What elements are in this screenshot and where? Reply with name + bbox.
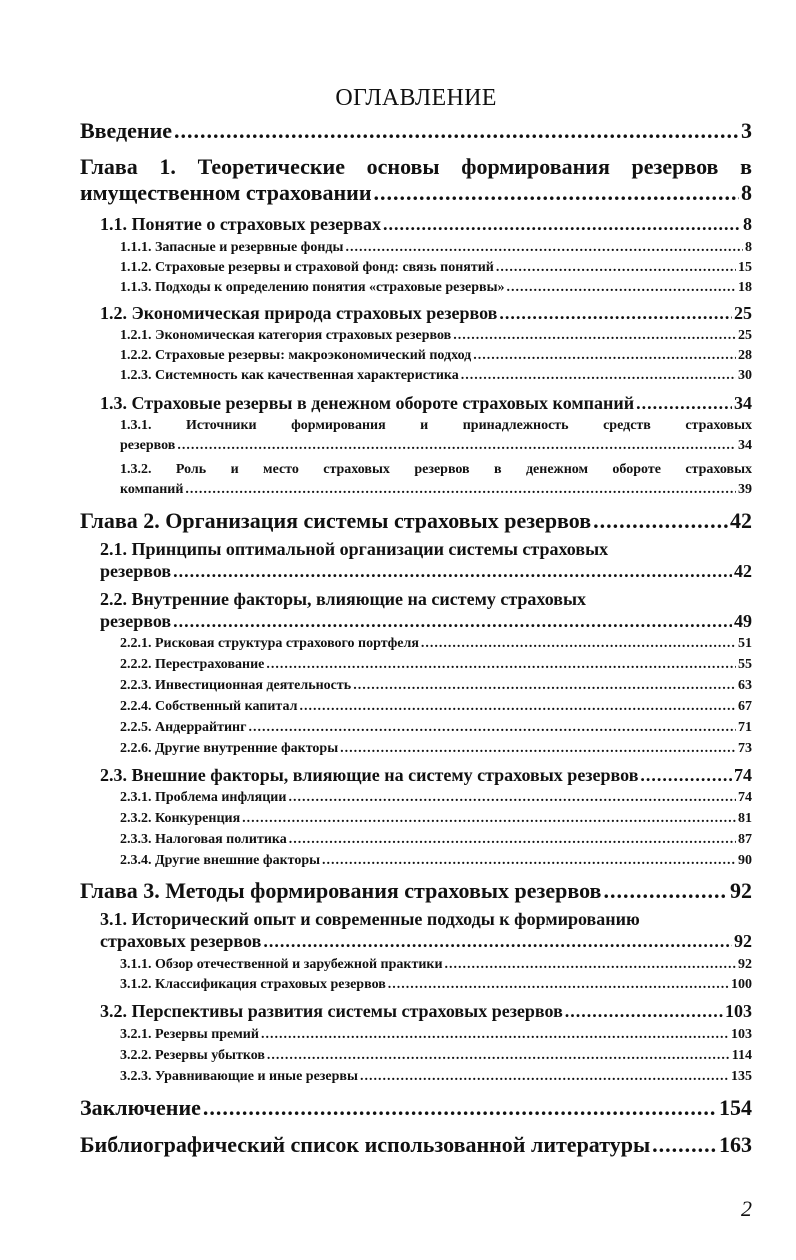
entry-title-line2: страховых резервов — [100, 931, 262, 951]
toc-entry-section-2-1[interactable] — [100, 538, 752, 582]
dot-leader — [496, 258, 736, 278]
dot-leader — [345, 238, 743, 258]
entry-title: 3.1.2. Классификация страховых резервов — [120, 977, 386, 992]
toc-entry-section-2-2[interactable] — [100, 588, 752, 632]
entry-page: 73 — [738, 741, 752, 756]
entry-title: Глава 3. Методы формирования страховых резервов — [80, 878, 602, 903]
entry-page: 15 — [738, 260, 752, 275]
dot-leader — [603, 878, 728, 904]
entry-title-line1: 2.1. Принципы оптимальной организации системы страховых — [100, 539, 609, 559]
dot-leader — [340, 739, 736, 759]
dot-leader — [453, 326, 736, 346]
dot-leader — [203, 1095, 717, 1121]
toc-entry-subsection-1-1-2[interactable] — [120, 258, 752, 278]
entry-page: 18 — [738, 280, 752, 295]
toc-entry-section-1-1[interactable] — [100, 213, 752, 235]
entry-page: 39 — [738, 482, 752, 497]
dot-leader — [185, 480, 736, 500]
entry-title: 3.2.2. Резервы убытков — [120, 1048, 265, 1063]
toc-entry-intro[interactable] — [80, 118, 752, 144]
entry-title-line1: 2.2. Внутренние факторы, влияющие на систему страховых — [100, 589, 587, 609]
dot-leader — [174, 118, 739, 144]
entry-title: 1.2.2. Страховые резервы: макроэкономический подход — [120, 348, 472, 363]
toc-entry-subsection-2-2-1[interactable] — [120, 634, 752, 654]
toc-entry-subsection-1-3-2[interactable] — [120, 460, 752, 500]
dot-leader — [289, 830, 736, 850]
entry-title: 2.2.4. Собственный капитал — [120, 699, 298, 714]
entry-page: 81 — [738, 811, 752, 826]
toc-title: ОГЛАВЛЕНИЕ — [335, 85, 497, 111]
toc-entry-subsection-1-2-2[interactable] — [120, 346, 752, 366]
entry-page: 135 — [731, 1069, 752, 1084]
toc-entry-subsection-3-2-2[interactable] — [120, 1046, 752, 1066]
dot-leader — [565, 1000, 723, 1022]
entry-page: 28 — [738, 348, 752, 363]
dot-leader — [360, 1067, 729, 1087]
toc-entry-subsection-2-3-3[interactable] — [120, 830, 752, 850]
entry-title: Заключение — [80, 1095, 201, 1120]
entry-title: 1.1. Понятие о страховых резервах — [100, 214, 381, 234]
entry-title: 2.2.1. Рисковая структура страхового портфеля — [120, 636, 419, 651]
entry-title: 1.2. Экономическая природа страховых резервов — [100, 303, 498, 323]
entry-title-line1: 1.3.2. Роль и место страховых резервов в денежном обороте страховых — [120, 462, 752, 477]
entry-title-line1: 1.3.1. Источники формирования и принадлежность средств страховых — [120, 418, 752, 433]
toc-entry-bibliography[interactable] — [80, 1132, 752, 1158]
entry-page: 55 — [738, 657, 752, 672]
entry-page: 8 — [741, 180, 752, 205]
toc-entry-conclusion[interactable] — [80, 1095, 752, 1121]
toc-entry-section-3-2[interactable] — [100, 1000, 752, 1022]
dot-leader — [374, 180, 740, 206]
entry-page: 100 — [731, 977, 752, 992]
toc-entry-subsection-2-2-4[interactable] — [120, 697, 752, 717]
entry-page: 71 — [738, 720, 752, 735]
dot-leader — [322, 851, 736, 871]
entry-title: 3.1.1. Обзор отечественной и зарубежной практики — [120, 957, 443, 972]
entry-title: 2.2.3. Инвестиционная деятельность — [120, 678, 352, 693]
entry-page: 25 — [734, 303, 752, 323]
dot-leader — [499, 302, 732, 324]
toc-entry-subsection-3-2-3[interactable] — [120, 1067, 752, 1087]
dot-leader — [261, 1025, 729, 1045]
dot-leader — [263, 930, 732, 952]
entry-title-line2: имущественном страховании — [80, 180, 372, 205]
dot-leader — [242, 809, 736, 829]
entry-page: 87 — [738, 832, 752, 847]
entry-title: 1.2.3. Системность как качественная характеристика — [120, 368, 459, 383]
toc-entry-subsection-3-2-1[interactable] — [120, 1025, 752, 1045]
dot-leader — [248, 718, 736, 738]
entry-page: 163 — [719, 1132, 752, 1157]
entry-title: 1.1.1. Запасные и резервные фонды — [120, 240, 344, 255]
dot-leader — [353, 676, 736, 696]
entry-page: 51 — [738, 636, 752, 651]
entry-title: Библиографический список использованной литературы — [80, 1132, 651, 1157]
toc-entry-section-3-1[interactable] — [100, 908, 752, 952]
entry-page: 114 — [731, 1048, 752, 1063]
entry-title-line2: резервов — [100, 561, 172, 581]
toc-entry-subsection-2-3-4[interactable] — [120, 851, 752, 871]
entry-title: 2.3. Внешние факторы, влияющие на систему страховых резервов — [100, 765, 639, 785]
toc-entry-subsection-2-3-2[interactable] — [120, 809, 752, 829]
dot-leader — [299, 697, 736, 717]
entry-title: 2.3.1. Проблема инфляции — [120, 790, 287, 805]
dot-leader — [473, 346, 736, 366]
entry-title: 1.2.1. Экономическая категория страховых резервов — [120, 328, 452, 343]
toc-entry-subsection-1-2-1[interactable] — [120, 326, 752, 346]
entry-page: 154 — [719, 1095, 752, 1120]
entry-page: 63 — [738, 678, 752, 693]
entry-page: 25 — [738, 328, 752, 343]
entry-page: 8 — [743, 214, 752, 234]
dot-leader — [640, 764, 732, 786]
toc-entry-subsection-1-2-3[interactable] — [120, 366, 752, 386]
entry-title: 2.2.2. Перестрахование — [120, 657, 265, 672]
toc-entry-chapter-3[interactable] — [80, 878, 752, 904]
entry-page: 103 — [725, 1001, 752, 1021]
toc-entry-subsection-1-1-1[interactable] — [120, 238, 752, 258]
page-number: 2 — [741, 1196, 752, 1221]
entry-title: 2.3.4. Другие внешние факторы — [120, 853, 321, 868]
toc-entry-subsection-3-1-1[interactable] — [120, 955, 752, 975]
entry-title: 1.1.2. Страховые резервы и страховой фонд: связь понятий — [120, 260, 494, 275]
dot-leader — [383, 213, 741, 235]
entry-page: 34 — [734, 393, 752, 413]
entry-title: 1.3. Страховые резервы в денежном обороте страховых компаний — [100, 393, 635, 413]
entry-title: 1.1.3. Подходы к определению понятия «страховые резервы» — [120, 280, 505, 295]
toc-entry-section-2-3[interactable] — [100, 764, 752, 786]
entry-title: Введение — [80, 118, 173, 143]
dot-leader — [388, 975, 729, 995]
dot-leader — [636, 392, 732, 414]
entry-page: 67 — [738, 699, 752, 714]
dot-leader — [593, 508, 728, 534]
toc-entry-subsection-1-3-1[interactable] — [120, 416, 752, 456]
entry-page: 74 — [734, 765, 752, 785]
toc-entry-section-1-3[interactable] — [100, 392, 752, 414]
entry-title-line1: 3.1. Исторический опыт и современные подходы к формированию — [100, 909, 640, 929]
entry-page: 90 — [738, 853, 752, 868]
entry-title: 2.3.3. Налоговая политика — [120, 832, 287, 847]
entry-page: 42 — [730, 508, 752, 533]
dot-leader — [267, 1046, 730, 1066]
dot-leader — [461, 366, 736, 386]
entry-page: 103 — [731, 1027, 752, 1042]
toc-entry-subsection-1-1-3[interactable] — [120, 278, 752, 298]
dot-leader — [288, 788, 736, 808]
entry-title: 3.2.3. Уравнивающие и иные резервы — [120, 1069, 358, 1084]
entry-page: 74 — [738, 790, 752, 805]
entry-page: 92 — [738, 957, 752, 972]
dot-leader — [266, 655, 736, 675]
entry-page: 8 — [745, 240, 752, 255]
entry-title-line2: компаний — [120, 482, 184, 497]
toc-entry-subsection-2-2-2[interactable] — [120, 655, 752, 675]
toc-entry-chapter-2[interactable] — [80, 508, 752, 534]
entry-page: 42 — [734, 561, 752, 581]
entry-page: 92 — [730, 878, 752, 903]
dot-leader — [173, 560, 732, 582]
entry-title: 3.2.1. Резервы премий — [120, 1027, 259, 1042]
entry-page: 49 — [734, 611, 752, 631]
entry-title: 2.3.2. Конкуренция — [120, 811, 241, 826]
entry-page: 3 — [741, 118, 752, 143]
toc-entry-subsection-2-3-1[interactable] — [120, 788, 752, 808]
entry-title: Глава 2. Организация системы страховых резервов — [80, 508, 592, 533]
entry-page: 30 — [738, 368, 752, 383]
entry-title: 2.2.5. Андеррайтинг — [120, 720, 247, 735]
dot-leader — [173, 610, 732, 632]
toc-entry-subsection-2-2-5[interactable] — [120, 718, 752, 738]
entry-page: 34 — [738, 438, 752, 453]
dot-leader — [445, 955, 736, 975]
entry-title-line2: резервов — [100, 611, 172, 631]
dot-leader — [507, 278, 736, 298]
toc-entry-subsection-3-1-2[interactable] — [120, 975, 752, 995]
entry-title-line1: Глава 1. Теоретические основы формирования резервов в — [80, 154, 752, 179]
dot-leader — [421, 634, 736, 654]
entry-title: 2.2.6. Другие внутренние факторы — [120, 741, 339, 756]
entry-title: 3.2. Перспективы развития системы страховых резервов — [100, 1001, 563, 1021]
toc-entry-chapter-1[interactable] — [80, 154, 752, 206]
entry-title-line2: резервов — [120, 438, 176, 453]
toc-entry-subsection-2-2-6[interactable] — [120, 739, 752, 759]
toc-entry-section-1-2[interactable] — [100, 302, 752, 324]
toc-entry-subsection-2-2-3[interactable] — [120, 676, 752, 696]
dot-leader — [652, 1132, 717, 1158]
entry-page: 92 — [734, 931, 752, 951]
dot-leader — [177, 436, 736, 456]
